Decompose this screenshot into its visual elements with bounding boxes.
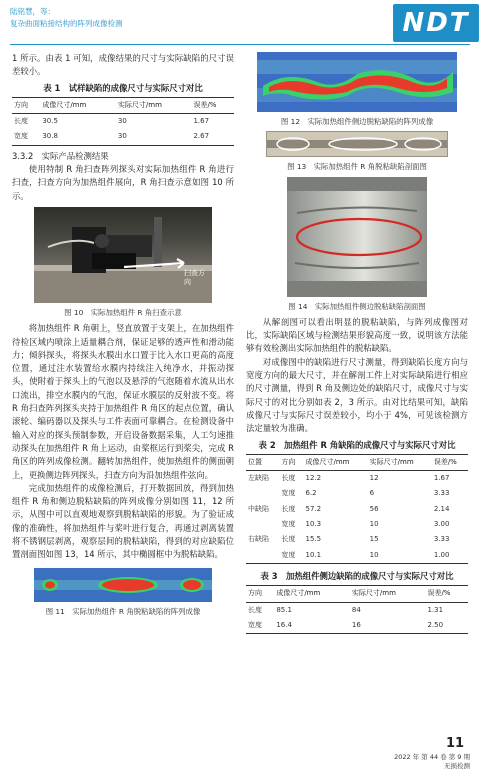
table-row — [246, 486, 468, 501]
table1-header: 成像尺寸/mm — [40, 97, 116, 113]
table2-cell: 12 — [369, 474, 379, 483]
table3-cell: 2.50 — [425, 618, 468, 634]
table2-cell: 3.33 — [433, 489, 450, 498]
table-row — [246, 502, 468, 517]
table-row — [246, 602, 468, 618]
table2-cell: 3.33 — [433, 535, 450, 544]
table2-cell — [246, 517, 279, 532]
table2-cell: 15.5 — [305, 535, 322, 544]
table2-cell: 中缺陷 — [248, 504, 269, 513]
paragraph-measurement: 对成像图中的缺陷进行尺寸测量，得到缺陷长度方向与宽度方向的最大尺寸，并在解剖工件上对实际缺陷进行相应的尺寸测量，得到 R 角及侧边处的缺陷尺寸，成像尺寸与实际尺寸的对比分别如表 2，3 所示。由对比结果可知，缺陷成像尺寸与实际尺寸误差较小，均小于 4%，可见该检测方法定量较为准确。 — [246, 356, 468, 434]
table3-cell: 1.31 — [427, 605, 444, 614]
table2-cell: 2.14 — [433, 504, 450, 513]
table-row — [12, 129, 234, 145]
footer-journal — [330, 752, 470, 770]
table3-header: 成像尺寸/mm — [274, 586, 350, 602]
table2-cell: 10.1 — [303, 548, 367, 564]
right-column — [246, 52, 468, 634]
table2-cell: 1.67 — [433, 474, 450, 483]
fig13-section-photo — [266, 131, 448, 157]
header-authors: 陆铭慧，等： — [10, 7, 55, 16]
table1-cell: 30.8 — [40, 129, 116, 145]
paragraph-dissection: 从解剖图可以看出明显的脱粘缺陷，与阵列成像图对比，实际缺陷区域与检测结果形貌高度一致，说明该方法能够有效检测出实际加热组件的脱粘缺陷。 — [246, 316, 468, 354]
paragraph-procedure: 将加热组件 R 角朝上，竖直放置于支架上，在加热组件待检区域内喷涂上适量耦合剂，保证足够的透声性和滑动能力；倾斜探头，将探头水膜出水口置于比入水口更高的高度位置，通过注水装置给水膜内持续注入纯净水，并振动探头，使附着于探头上的气泡以及悬浮的气泡随着水流从出水口流出，排空水膜内的气泡，保证水膜层的反射波不变。将 R 角扫查阵列探头夹持于加热组件 R 角区的起点位置，确认滚轮、编码器以及探头与工件表面可靠耦合。在检测设备中输入对应的探头预制参数，开启设备数据采集，人工匀速推动探头在加热组件 R 角上运动，由桨框运行到桨尖，完成 R 角区的阵列成像检测。翻转加热组件，使加热组件的侧面朝上，更换侧边阵列探头，扫查方向为沿加热组件弦向。 — [12, 323, 234, 480]
fig10-photo — [34, 207, 212, 303]
table2-cell: 15 — [369, 535, 379, 544]
table2 — [246, 454, 468, 564]
table-row — [246, 618, 468, 634]
journal-name: 无损检测 — [444, 762, 470, 770]
paragraph-scan-setup: 使用特制 R 角扫查阵列探头对实际加热组件 R 角进行扫查，扫查方向为加热组件展向，R 角扫查示意如图 10 所示。 — [12, 164, 234, 201]
table3-cell: 16 — [350, 618, 426, 634]
table2-cell: 10.3 — [305, 520, 322, 529]
table3-header: 实际尺寸/mm — [350, 586, 426, 602]
table2-cell: 10 — [368, 548, 432, 564]
fig14-caption: 图 14 实际加热组件侧边脱粘缺陷剖面图 — [288, 301, 426, 311]
table1-cell: 宽度 — [12, 129, 40, 145]
table1 — [12, 97, 234, 146]
table2-header: 位置 — [246, 454, 279, 470]
table3-cell: 宽度 — [246, 618, 274, 634]
table2-cell: 长度 — [281, 535, 296, 544]
table1-cell: 2.67 — [191, 129, 234, 145]
table3-header: 方向 — [246, 586, 274, 602]
table2-header: 误差/% — [432, 454, 468, 470]
table2-cell: 6 — [369, 489, 375, 498]
intro-paragraph: 1 所示。由表 1 可知，成像结果的尺寸与实际缺陷的尺寸误差较小。 — [12, 53, 234, 77]
table-row — [246, 471, 468, 487]
table2-cell: 3.00 — [433, 520, 450, 529]
fig12-array-image — [257, 52, 457, 112]
fig14-illustration — [287, 177, 427, 297]
table2-title: 表 2 加热组件 R 角缺陷的成像尺寸与实际尺寸对比 — [258, 439, 456, 450]
fig12-illustration — [257, 52, 457, 112]
fig11-illustration — [34, 568, 212, 602]
running-header — [10, 4, 470, 40]
table3-cell: 84 — [351, 605, 361, 614]
table3-title: 表 3 加热组件侧边缺陷的成像尺寸与实际尺寸对比 — [260, 570, 454, 581]
table2-cell: 右缺陷 — [248, 535, 269, 544]
table2-cell: 10 — [369, 520, 379, 529]
table1-cell: 1.67 — [193, 117, 210, 126]
fig10-illustration — [34, 207, 212, 303]
table2-cell: 左缺陷 — [248, 474, 269, 483]
table1-header: 实际尺寸/mm — [116, 97, 192, 113]
table2-cell: 12.2 — [305, 474, 322, 483]
table-row — [12, 114, 234, 130]
fig10-caption: 图 10 实际加热组件 R 角扫查示意 — [64, 307, 182, 317]
fig13-illustration — [267, 132, 447, 156]
table-row — [246, 517, 468, 532]
fig12-caption: 图 12 实际加热组件侧边脱粘缺陷的阵列成像 — [280, 117, 434, 126]
fig10-scan-direction-label: 扫查方向 — [184, 268, 205, 286]
table2-cell: 57.2 — [305, 504, 322, 513]
table1-title: 表 1 试样缺陷的成像尺寸与实际尺寸对比 — [43, 82, 203, 93]
fig13-caption: 图 13 实际加热组件 R 角脱粘缺陷剖面图 — [287, 162, 427, 172]
section-heading: 3.3.2 实际产品检测结果 — [12, 150, 109, 161]
table3-cell: 16.4 — [274, 618, 350, 634]
table3-header: 误差/% — [425, 586, 468, 602]
ndt-logo: NDT — [393, 4, 479, 42]
table2-cell — [246, 486, 279, 501]
table-row — [246, 548, 468, 564]
table2-cell: 长度 — [281, 504, 296, 513]
paragraph-results: 完成加热组件的成像检测后，打开数据回放，得到加热组件 R 角和侧边脱粘缺陷的阵列成像分别如图 11，12 所示，从图中可以直观地观察到脱粘缺陷的形貌。为了验证成像的准确性，将加热组件与桨叶进行复合，再通过剥离装置将不锈钢层剥离，观察层间的脱粘缺陷，得到的对应缺陷位置剖面图如图 13，14 所示，其中椭圆框中为脱粘缺陷。 — [12, 482, 234, 560]
table2-header: 成像尺寸/mm — [303, 454, 367, 470]
left-column — [12, 52, 234, 621]
table1-cell: 30 — [116, 129, 192, 145]
table2-cell — [246, 548, 279, 564]
journal-issue: 2022 年 第 44 卷 第 9 期 — [394, 753, 470, 761]
table-row — [246, 532, 468, 547]
table2-cell: 6.2 — [305, 489, 317, 498]
table1-cell: 30 — [117, 117, 127, 126]
table2-cell: 宽度 — [281, 520, 296, 529]
table3 — [246, 585, 468, 634]
table1-cell: 30.5 — [42, 117, 58, 126]
table3-cell: 85.1 — [276, 605, 292, 614]
table1-cell: 长度 — [14, 117, 28, 126]
table2-cell: 长度 — [281, 474, 296, 483]
table1-header: 误差/% — [191, 97, 234, 113]
table2-header: 实际尺寸/mm — [368, 454, 432, 470]
fig14-section-photo — [287, 177, 427, 297]
table2-cell: 1.00 — [432, 548, 468, 564]
table3-cell: 长度 — [248, 605, 262, 614]
fig11-array-image — [34, 568, 212, 602]
header-running-title: 复杂曲面粘接结构的阵列成像检测 — [10, 19, 123, 28]
header-divider — [10, 44, 470, 45]
table2-cell: 宽度 — [279, 548, 303, 564]
table1-header: 方向 — [12, 97, 40, 113]
fig11-caption: 图 11 实际加热组件 R 角脱粘缺陷的阵列成像 — [45, 606, 201, 616]
table2-header: 方向 — [279, 454, 303, 470]
table2-cell: 56 — [369, 504, 379, 513]
table2-cell: 宽度 — [281, 489, 296, 498]
page-number: 11 — [446, 736, 465, 751]
